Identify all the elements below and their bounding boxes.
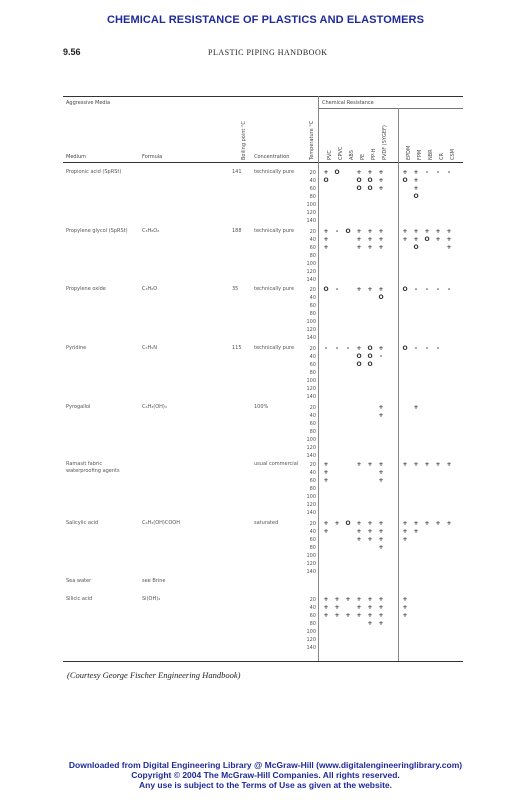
resistance-mark: - <box>335 345 339 352</box>
resistance-mark: + <box>378 544 384 551</box>
resistance-mark: + <box>356 244 362 251</box>
resistance-mark: + <box>402 596 408 603</box>
resistance-mark: + <box>402 236 408 243</box>
resistance-mark: - <box>447 286 451 293</box>
concentration: usual commercial <box>254 461 299 467</box>
resistance-mark: O <box>323 177 329 184</box>
resistance-mark: + <box>413 520 419 527</box>
temperature-value: 20 <box>309 170 316 176</box>
resistance-mark: + <box>402 536 408 543</box>
formula: C₆H₄(OH)COOH <box>142 520 180 526</box>
resistance-mark: + <box>323 596 329 603</box>
material-header: PE <box>360 153 366 160</box>
temperature-value: 60 <box>309 613 316 619</box>
resistance-mark: + <box>356 169 362 176</box>
formula: C₃H₆O <box>142 286 158 292</box>
resistance-mark: + <box>334 604 340 611</box>
material-header: ABS <box>349 150 355 160</box>
boiling-point: 141 <box>232 169 242 175</box>
temperature-value: 120 <box>306 561 316 567</box>
resistance-mark: + <box>334 596 340 603</box>
resistance-mark: + <box>367 286 373 293</box>
resistance-mark: + <box>323 461 329 468</box>
temperature-value: 120 <box>306 327 316 333</box>
boiling-point: 35 <box>232 286 239 292</box>
resistance-mark: + <box>356 520 362 527</box>
resistance-mark: + <box>367 520 373 527</box>
resistance-mark: + <box>435 520 441 527</box>
temperature-value: 40 <box>309 295 316 301</box>
resistance-mark: O <box>367 185 373 192</box>
concentration: technically pure <box>254 228 295 234</box>
material-header: CR <box>439 153 445 160</box>
formula: C₃H₈O₂ <box>142 228 160 234</box>
resistance-mark: O <box>402 177 408 184</box>
temperature-value: 60 <box>309 186 316 192</box>
resistance-mark: + <box>378 177 384 184</box>
resistance-mark: + <box>356 345 362 352</box>
medium-name: Ramasit fabric waterproofing agents <box>66 461 120 474</box>
resistance-mark: + <box>378 169 384 176</box>
temperature-value: 80 <box>309 545 316 551</box>
temperature-value: 100 <box>306 202 316 208</box>
resistance-mark: + <box>378 520 384 527</box>
temperature-value: 100 <box>306 261 316 267</box>
formula: Si(OH)₄ <box>142 596 161 602</box>
resistance-mark: O <box>356 353 362 360</box>
resistance-mark: + <box>323 612 329 619</box>
resistance-mark: + <box>323 169 329 176</box>
footer-line-3: Any use is subject to the Terms of Use as given at the website. <box>138 780 393 790</box>
temperature-value: 120 <box>306 269 316 275</box>
resistance-mark: O <box>402 286 408 293</box>
temperature-value: 140 <box>306 510 316 516</box>
concentration: technically pure <box>254 169 295 175</box>
resistance-mark: O <box>367 361 373 368</box>
temperature-value: 100 <box>306 494 316 500</box>
concentration-column-header: Concentration <box>254 154 290 160</box>
temperature-value: 140 <box>306 218 316 224</box>
temperature-value: 80 <box>309 429 316 435</box>
resistance-mark: + <box>367 612 373 619</box>
resistance-mark: + <box>356 536 362 543</box>
concentration: technically pure <box>254 345 295 351</box>
resistance-mark: + <box>323 244 329 251</box>
temperature-value: 140 <box>306 394 316 400</box>
resistance-mark: + <box>402 604 408 611</box>
resistance-mark: + <box>378 404 384 411</box>
temperature-value: 80 <box>309 253 316 259</box>
resistance-mark: + <box>402 520 408 527</box>
temperature-value: 140 <box>306 569 316 575</box>
resistance-mark: + <box>378 185 384 192</box>
resistance-mark: + <box>356 528 362 535</box>
temperature-value: 40 <box>309 354 316 360</box>
resistance-mark: + <box>367 596 373 603</box>
resistance-mark: + <box>323 477 329 484</box>
resistance-mark: O <box>334 169 340 176</box>
resistance-mark: + <box>323 528 329 535</box>
resistance-mark: - <box>346 345 350 352</box>
resistance-mark: + <box>378 596 384 603</box>
formula: see Brine <box>142 578 166 584</box>
material-header: EPDM <box>406 145 412 160</box>
resistance-mark: O <box>402 345 408 352</box>
resistance-mark: + <box>413 185 419 192</box>
temperature-value: 40 <box>309 529 316 535</box>
medium-name: Salicylic acid <box>66 520 99 526</box>
temperature-value: 100 <box>306 629 316 635</box>
boiling-point: 115 <box>232 345 242 351</box>
resistance-mark: + <box>378 228 384 235</box>
resistance-mark: + <box>402 612 408 619</box>
resistance-mark: + <box>402 461 408 468</box>
resistance-mark: + <box>446 236 452 243</box>
resistance-mark: + <box>367 528 373 535</box>
resistance-mark: + <box>435 461 441 468</box>
resistance-mark: + <box>413 177 419 184</box>
medium-name: Pyrogallol <box>66 404 91 410</box>
resistance-mark: - <box>335 228 339 235</box>
material-header: CPVC <box>338 146 344 160</box>
formula: C₆H₃(OH)₃ <box>142 404 167 410</box>
aggressive-media-label: Aggressive Media <box>66 100 111 106</box>
temperature-value: 80 <box>309 486 316 492</box>
material-header: PVDF (SYGEF) <box>382 125 388 160</box>
resistance-mark: + <box>334 520 340 527</box>
temperature-value: 120 <box>306 210 316 216</box>
resistance-mark: O <box>345 228 351 235</box>
chemical-resistance-label: Chemical Resistance <box>322 100 374 106</box>
table-top-rule <box>63 96 463 97</box>
running-head: PLASTIC PIPING HANDBOOK <box>208 48 328 57</box>
resistance-mark: O <box>413 244 419 251</box>
resistance-mark: + <box>378 477 384 484</box>
resistance-mark: + <box>446 520 452 527</box>
material-header: PP-H <box>371 148 377 160</box>
footer-line-2: Copyright © 2004 The McGraw-Hill Companies. All rights reserved. <box>131 770 400 780</box>
resistance-mark: + <box>323 228 329 235</box>
temperature-value: 60 <box>309 303 316 309</box>
medium-name: Propionic acid (SpRSt) <box>66 169 122 175</box>
resistance-mark: + <box>367 169 373 176</box>
temperature-value: 40 <box>309 470 316 476</box>
medium-name: Sea water <box>66 578 92 584</box>
resistance-mark: + <box>323 469 329 476</box>
resistance-mark: + <box>367 461 373 468</box>
concentration: technically pure <box>254 286 295 292</box>
formula-column-header: Formula <box>142 154 163 160</box>
temperature-value: 100 <box>306 553 316 559</box>
resistance-mark: + <box>356 461 362 468</box>
resistance-mark: + <box>345 612 351 619</box>
page-number: 9.56 <box>63 47 81 57</box>
resistance-mark: + <box>323 236 329 243</box>
resistance-mark: + <box>424 228 430 235</box>
concentration: saturated <box>254 520 279 526</box>
resistance-mark: + <box>356 286 362 293</box>
resistance-mark: + <box>446 228 452 235</box>
temperature-value: 120 <box>306 445 316 451</box>
material-header: CSM <box>450 149 456 160</box>
temperature-value: 100 <box>306 437 316 443</box>
temperature-column-header: Temperature °C <box>309 120 315 160</box>
document-title: CHEMICAL RESISTANCE OF PLASTICS AND ELASTOMERS <box>106 14 425 26</box>
resistance-mark: O <box>367 177 373 184</box>
resistance-mark: + <box>378 469 384 476</box>
resistance-mark: + <box>378 286 384 293</box>
temperature-value: 140 <box>306 453 316 459</box>
resistance-mark: O <box>356 361 362 368</box>
temperature-value: 120 <box>306 386 316 392</box>
resistance-mark: + <box>356 612 362 619</box>
temperature-value: 20 <box>309 597 316 603</box>
resistance-mark: + <box>367 228 373 235</box>
resistance-mark: + <box>413 228 419 235</box>
resistance-mark: O <box>378 294 384 301</box>
temperature-value: 40 <box>309 237 316 243</box>
temperature-value: 80 <box>309 370 316 376</box>
temperature-value: 40 <box>309 413 316 419</box>
temperature-value: 20 <box>309 405 316 411</box>
temperature-value: 20 <box>309 287 316 293</box>
temperature-value: 120 <box>306 637 316 643</box>
concentration: 100% <box>254 404 269 410</box>
resistance-mark: + <box>367 620 373 627</box>
temperature-value: 140 <box>306 277 316 283</box>
resistance-mark: + <box>378 528 384 535</box>
resistance-mark: O <box>367 353 373 360</box>
temperature-value: 20 <box>309 229 316 235</box>
temperature-value: 60 <box>309 362 316 368</box>
resistance-mark: + <box>378 620 384 627</box>
resistance-mark: + <box>435 236 441 243</box>
medium-name: Propylene oxide <box>66 286 106 292</box>
resistance-mark: + <box>378 412 384 419</box>
resistance-mark: + <box>334 612 340 619</box>
resistance-mark: + <box>446 461 452 468</box>
temperature-value: 60 <box>309 537 316 543</box>
resistance-mark: + <box>446 244 452 251</box>
temperature-value: 100 <box>306 319 316 325</box>
medium-column-header: Medium <box>66 154 86 160</box>
resistance-mark: - <box>425 345 429 352</box>
resistance-mark: - <box>447 169 451 176</box>
resistance-mark: + <box>435 228 441 235</box>
temperature-value: 140 <box>306 335 316 341</box>
resistance-mark: O <box>424 236 430 243</box>
table-bottom-rule <box>63 661 463 662</box>
resistance-mark: + <box>367 536 373 543</box>
temperature-value: 120 <box>306 502 316 508</box>
resistance-mark: O <box>356 177 362 184</box>
resistance-mark: + <box>413 169 419 176</box>
temp-divider <box>318 96 319 661</box>
resistance-mark: + <box>402 528 408 535</box>
material-header: FPM <box>417 149 423 160</box>
resistance-mark: - <box>379 353 383 360</box>
temperature-value: 80 <box>309 194 316 200</box>
resistance-mark: + <box>367 244 373 251</box>
resistance-mark: - <box>414 286 418 293</box>
resistance-mark: + <box>413 461 419 468</box>
footer-line-1: Downloaded from Digital Engineering Library @ McGraw-Hill (www.digitalengineeringlibrary.com) <box>68 760 463 770</box>
resistance-mark: - <box>414 345 418 352</box>
thermoplastic-divider <box>398 108 399 661</box>
resistance-mark: + <box>367 604 373 611</box>
resistance-mark: + <box>323 604 329 611</box>
resistance-mark: + <box>413 404 419 411</box>
resistance-mark: O <box>367 345 373 352</box>
resistance-mark: + <box>378 236 384 243</box>
resistance-mark: + <box>424 520 430 527</box>
resistance-mark: + <box>378 244 384 251</box>
resistance-mark: + <box>345 596 351 603</box>
resistance-mark: O <box>323 286 329 293</box>
resistance-mark: O <box>413 193 419 200</box>
temperature-value: 20 <box>309 346 316 352</box>
formula: C₅H₅N <box>142 345 157 351</box>
temperature-value: 60 <box>309 245 316 251</box>
temperature-value: 60 <box>309 478 316 484</box>
material-header: PVC <box>327 150 333 160</box>
boiling-point: 188 <box>232 228 242 234</box>
resistance-mark: + <box>378 604 384 611</box>
medium-name: Pyridine <box>66 345 87 351</box>
resistance-mark: O <box>356 185 362 192</box>
chem-res-rule <box>318 108 463 109</box>
material-header: NBR <box>428 149 434 160</box>
temperature-value: 20 <box>309 462 316 468</box>
resistance-mark: + <box>413 236 419 243</box>
resistance-mark: + <box>367 236 373 243</box>
resistance-mark: + <box>356 228 362 235</box>
resistance-mark: - <box>324 345 328 352</box>
medium-name: Silicic acid <box>66 596 93 602</box>
resistance-mark: + <box>402 169 408 176</box>
temperature-value: 40 <box>309 178 316 184</box>
resistance-mark: + <box>402 228 408 235</box>
resistance-mark: + <box>378 536 384 543</box>
temperature-value: 140 <box>306 645 316 651</box>
temperature-value: 20 <box>309 521 316 527</box>
resistance-mark: - <box>436 345 440 352</box>
resistance-mark: + <box>356 596 362 603</box>
boiling-point-column-header: Boiling point °C <box>241 121 247 160</box>
resistance-mark: O <box>345 520 351 527</box>
temperature-value: 100 <box>306 378 316 384</box>
header-bottom-rule <box>63 162 463 163</box>
temperature-value: 60 <box>309 421 316 427</box>
resistance-mark: + <box>378 345 384 352</box>
courtesy-note: (Courtesy George Fischer Engineering Handbook) <box>67 670 241 680</box>
resistance-mark: + <box>356 236 362 243</box>
temperature-value: 80 <box>309 621 316 627</box>
resistance-mark: - <box>425 286 429 293</box>
resistance-mark: - <box>425 169 429 176</box>
resistance-mark: - <box>436 286 440 293</box>
resistance-mark: + <box>356 604 362 611</box>
resistance-mark: + <box>378 461 384 468</box>
resistance-mark: + <box>424 461 430 468</box>
resistance-mark: + <box>378 612 384 619</box>
resistance-mark: - <box>335 286 339 293</box>
resistance-mark: + <box>413 528 419 535</box>
medium-name: Propylene glycol (SpRSt) <box>66 228 128 234</box>
resistance-mark: + <box>323 520 329 527</box>
temperature-value: 40 <box>309 605 316 611</box>
temperature-value: 80 <box>309 311 316 317</box>
resistance-mark: - <box>436 169 440 176</box>
